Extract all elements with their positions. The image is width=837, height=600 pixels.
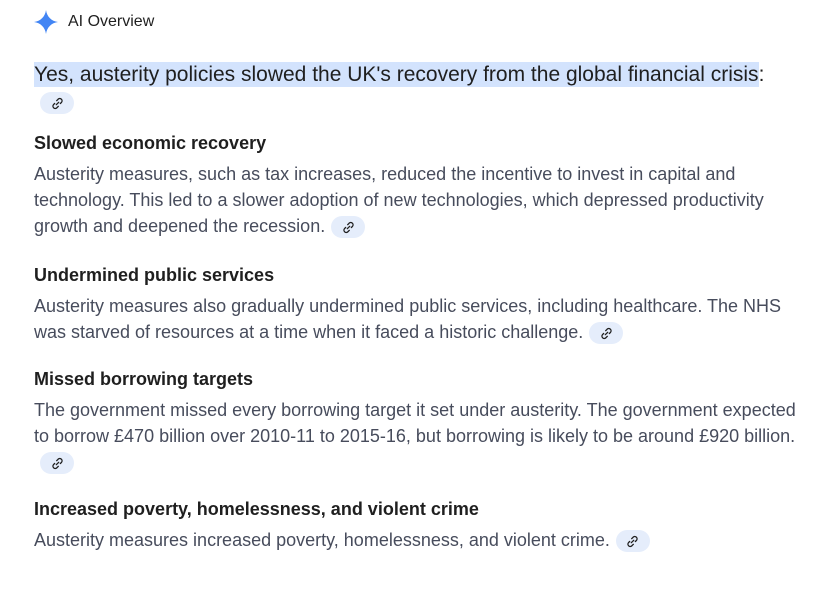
link-icon (51, 97, 64, 110)
section-slowed-recovery (34, 131, 803, 239)
section-poverty-crime (34, 497, 803, 553)
section-body (34, 527, 803, 553)
ai-overview-title: AI Overview (68, 13, 155, 30)
section-body (34, 161, 803, 239)
citation-link-button[interactable] (616, 530, 650, 552)
section-text: Austerity measures also gradually undermined public services, including healthcare. The NHS was starved of resources at a time when it faced a historic challenge. (34, 296, 782, 342)
section-title: Undermined public services (34, 265, 275, 285)
section-public-services (34, 263, 803, 345)
section-borrowing-targets (34, 367, 803, 475)
section-title: Missed borrowing targets (34, 369, 254, 389)
section-body (34, 293, 803, 345)
lead-tail: : (758, 63, 765, 86)
citation-link-button[interactable] (331, 216, 365, 238)
link-icon (626, 535, 639, 548)
ai-overview-header (34, 10, 803, 34)
section-body (34, 397, 803, 475)
lead-statement (34, 61, 774, 117)
citation-link-button[interactable] (589, 322, 623, 344)
section-text: Austerity measures increased poverty, homelessness, and violent crime. (34, 530, 610, 550)
citation-link-button[interactable] (40, 452, 74, 474)
section-text: The government missed every borrowing target it set under austerity. The government expected to borrow £470 billion over 2010-11 to 2015-16, but borrowing is likely to be around £920 billion. (34, 400, 796, 446)
section-text: Austerity measures, such as tax increases, reduced the incentive to invest in capital and technology. This led to a slower adoption of new technologies, which depressed productivity growth and deepened the recession. (34, 164, 764, 236)
sparkle-icon (34, 10, 58, 34)
section-title: Slowed economic recovery (34, 133, 267, 153)
lead-highlight: Yes, austerity policies slowed the UK's recovery from the global financial crisis (34, 63, 759, 86)
link-icon (600, 327, 613, 340)
citation-link-button[interactable] (40, 92, 74, 114)
link-icon (342, 221, 355, 234)
section-title: Increased poverty, homelessness, and violent crime (34, 499, 479, 519)
link-icon (51, 457, 64, 470)
